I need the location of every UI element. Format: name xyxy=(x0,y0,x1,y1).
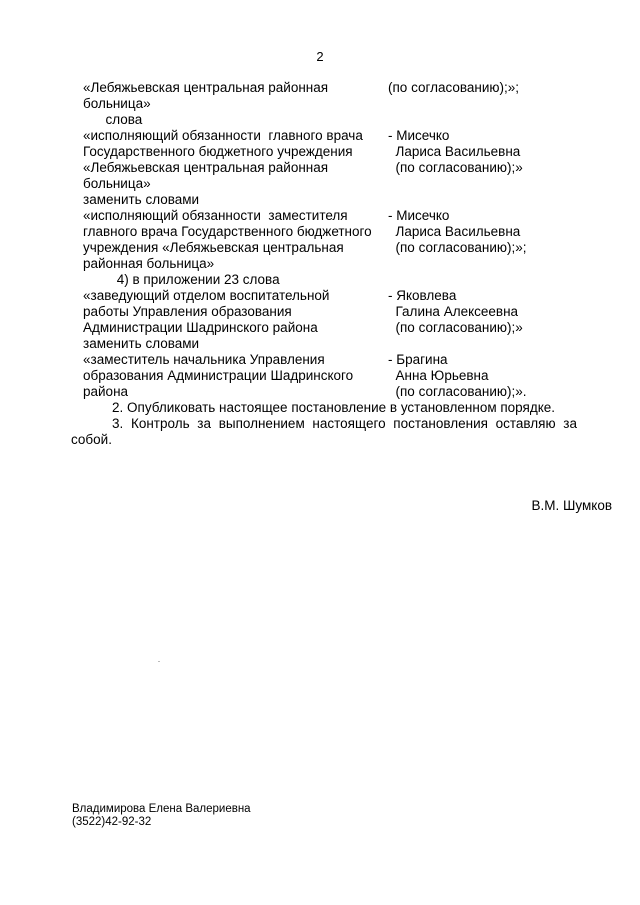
row-right-text: (по согласованию);» xyxy=(388,160,523,175)
row-left-text: «исполняющий обязанности заместителя xyxy=(83,208,348,223)
row-right-text: - Мисечко xyxy=(388,128,450,143)
amendment-row xyxy=(83,256,613,272)
row-right-text: (по согласованию);»; xyxy=(388,80,520,95)
row-left-text: «заместитель начальника Управления xyxy=(83,352,325,367)
scan-speck xyxy=(158,661,160,662)
row-left-text: заменить словами xyxy=(83,192,200,207)
amendment-row xyxy=(83,112,613,128)
row-left-text: 4) в приложении 23 слова xyxy=(83,272,280,287)
amendment-row xyxy=(83,160,613,176)
row-left-text: Администрации Шадринского района xyxy=(83,320,318,335)
amendment-row xyxy=(83,80,613,96)
row-left-text: «Лебяжьевская центральная районная xyxy=(83,80,329,95)
row-left-text: Государственного бюджетного учреждения xyxy=(83,144,353,159)
page-number: 2 xyxy=(316,49,324,64)
row-right-text: Лариса Васильевна xyxy=(388,144,521,159)
amendment-row xyxy=(83,208,613,224)
item-2-text: 2. Опубликовать настоящее постановление в установленном порядке. xyxy=(112,400,556,415)
amendment-row xyxy=(83,224,613,240)
row-right-text: - Мисечко xyxy=(388,208,450,223)
amendment-row xyxy=(83,96,613,112)
row-left-text: образования Администрации Шадринского xyxy=(83,368,354,383)
amendment-row xyxy=(83,320,613,336)
amendment-row xyxy=(83,272,613,288)
amendment-row xyxy=(83,352,613,368)
row-left-text: больница» xyxy=(83,96,151,111)
signature: В.М. Шумков xyxy=(531,498,612,513)
item-2 xyxy=(83,400,577,416)
amendment-row xyxy=(83,192,613,208)
row-right-text: Лариса Васильевна xyxy=(388,224,521,239)
row-right-text: (по согласованию);». xyxy=(388,384,527,399)
amendment-row xyxy=(83,128,613,144)
amendment-row xyxy=(83,288,613,304)
amendment-row xyxy=(83,304,613,320)
amendment-row xyxy=(83,240,613,256)
row-left-text: районная больница» xyxy=(83,256,215,271)
amendment-row xyxy=(83,176,613,192)
row-left-text: больница» xyxy=(83,176,151,191)
row-left-text: «Лебяжьевская центральная районная xyxy=(83,160,329,175)
row-left-text: слова xyxy=(83,112,143,127)
row-right-text: (по согласованию);»; xyxy=(388,240,527,255)
row-left-text: «заведующий отделом воспитательной xyxy=(83,288,330,303)
row-right-text: - Брагина xyxy=(388,352,448,367)
row-right-text: Анна Юрьевна xyxy=(388,368,489,383)
contact-name: Владимирова Елена Валериевна xyxy=(72,803,251,815)
row-right-text: (по согласованию);» xyxy=(388,320,523,335)
row-right-text: Галина Алексеевна xyxy=(388,304,519,319)
item-3-line-2: собой. xyxy=(71,432,112,447)
item-3-line-1: 3. Контроль за выполнением настоящего постановления оставляю за xyxy=(112,416,577,431)
amendment-row xyxy=(83,144,613,160)
row-left-text: главного врача Государственного бюджетного xyxy=(83,224,372,239)
amendment-row xyxy=(83,384,613,400)
amendment-row xyxy=(83,336,613,352)
row-left-text: «исполняющий обязанности главного врача xyxy=(83,128,363,143)
contact-phone: (3522)42-92-32 xyxy=(72,816,152,828)
row-left-text: района xyxy=(83,384,129,399)
row-left-text: работы Управления образования xyxy=(83,304,292,319)
row-left-text: учреждения «Лебяжьевская центральная xyxy=(83,240,344,255)
amendment-row xyxy=(83,368,613,384)
row-left-text: заменить словами xyxy=(83,336,200,351)
row-right-text: - Яковлева xyxy=(388,288,457,303)
